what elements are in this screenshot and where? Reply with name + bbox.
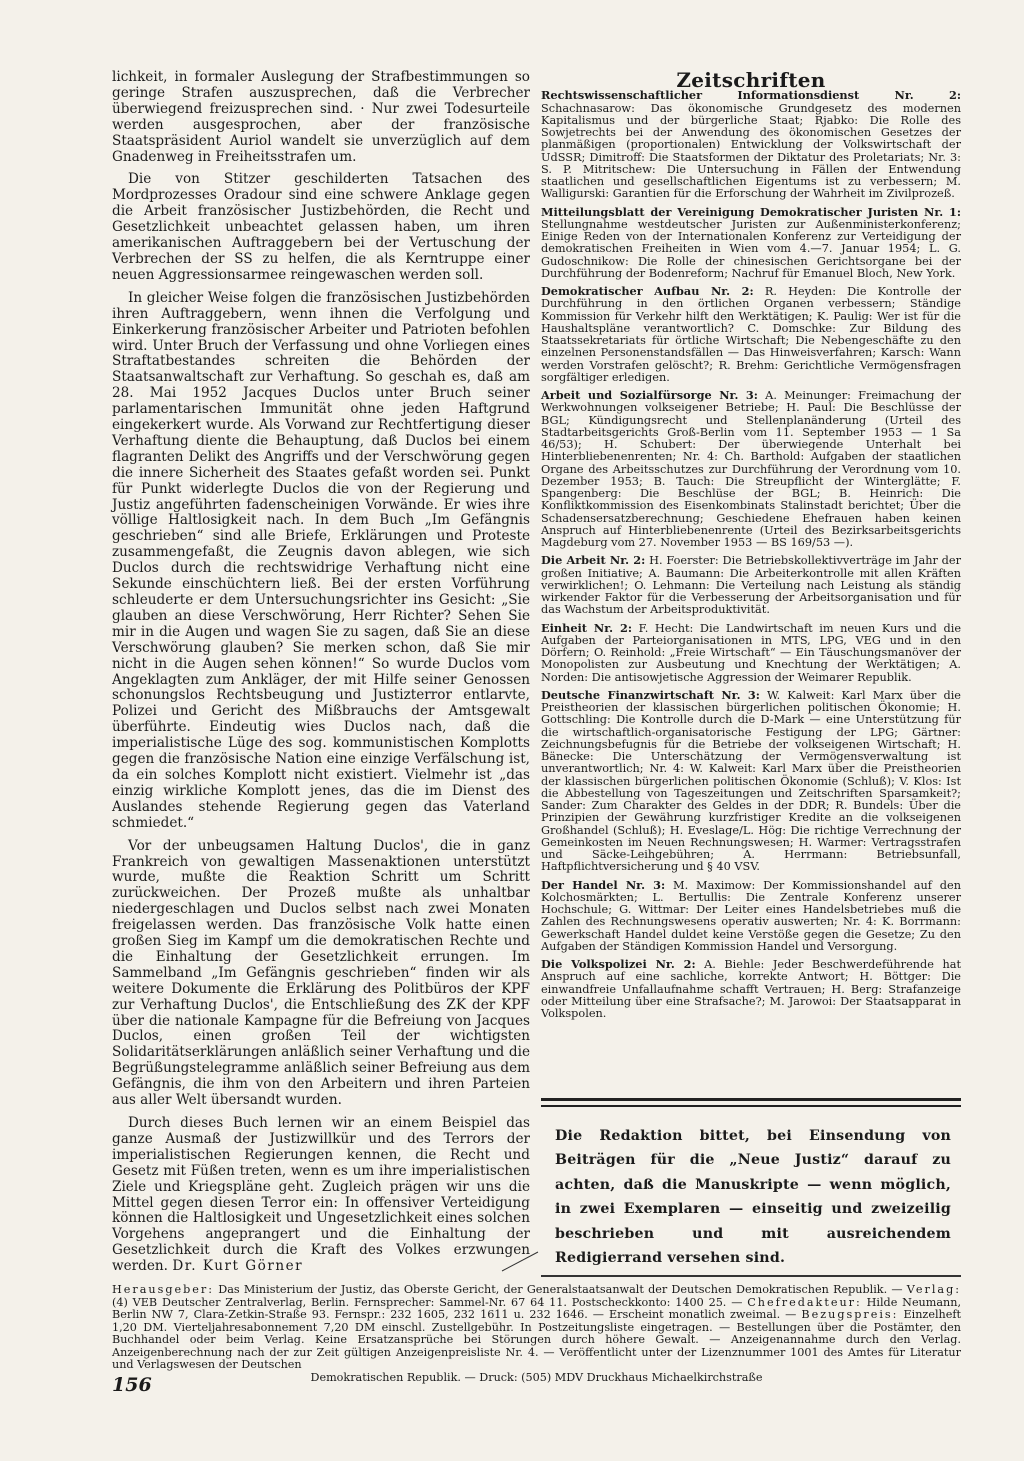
imprint-label-publisher: Herausgeber: xyxy=(112,1283,215,1296)
periodical-title: Die Volkspolizei Nr. 2: xyxy=(541,957,696,971)
imprint-chief: Hilde Neumann, Berlin NW 7, Clara-Zetkin-Straße 93. Fernspr.: 232 1605, 232 1611 u. 232 1646. — Erscheint monatlich zweimal. — xyxy=(112,1295,962,1321)
imprint-label-price: Bezugspreis: xyxy=(801,1308,899,1321)
periodical-contents: H. Foerster: Die Betriebskollektivverträge im Jahr der großen Initiative; A. Baumann: Die Arbeiterkontrolle mit allen Kräften verwirklichen!; O. Lehmann: Die Verteilung nach Leistung als ständig wirkender Faktor für die Verbesserung der Arbeitsorganisation und für das Wachstum der Arbeitsproduktivität. xyxy=(541,554,962,617)
periodical-contents: M. Maximow: Der Kommissionshandel auf den Kolchosmärkten; L. Bertullis: Die Zentrale Konferenz unserer Hochschule; G. Wittmar: Der Leiter eines Handelsbetriebes muß die Zahlen des Rechnungswesens operativ auswerten; Nr. 4: K. Borrmann: Gewerkschaft Handel duldet keine Verstöße gegen die Gesetze; Zu den Aufgaben der Ständigen Kommission Handel und Versorgung. xyxy=(541,878,961,953)
article-paragraph-text: Durch dieses Buch lernen wir an einem Beispiel das ganze Ausmaß der Justizwillkür und des Terrors der imperialistischen Regierungen kennen, die Recht und Gesetz mit Füßen treten, wenn es um ihre imperialistischen Ziele und Kriegspläne geht. Zugleich prägen wir uns die Mittel gegen diesen Terror ein: In offensiver Verteidigung können die Haltlosigkeit und Ungesetzlichkeit eines solchen Vorgehens angeprangert und die Einhaltung der Gesetzlichkeit durch die Kraft des Volkes erzwungen werden. xyxy=(112,1115,530,1275)
notice-rule-bottom xyxy=(541,1275,961,1277)
article-paragraph: Die von Stitzer geschilderten Tatsachen des Mordprozesses Oradour sind eine schwere Anklage gegen die Arbeit französischer Justizbehörden, die Recht und Gesetzlichkeit unbeachtet gelassen haben, um ihren amerikanischen Auftraggebern bei der Vertuschung der Verbrechen der SS zu helfen, die als Kerntruppe einer neuen Aggressionsarmee reingewaschen werden soll. xyxy=(112,171,530,283)
periodical-contents: A. Biehle: Jeder Beschwerdeführende hat Anspruch auf eine sachliche, korrekte Antwort; H. Böttger: Die einwandfreie Unfallaufnahme schafft Vertrauen; H. Berg: Strafanzeige oder Mitteilung über eine Strafsache?; M. Jarowoi: Der Staatsapparat in Volkspolen. xyxy=(541,958,961,1020)
imprint xyxy=(112,1284,961,1384)
periodical-contents: A. Meinunger: Freimachung der Werkwohnungen volkseigener Betriebe; H. Paul: Die Beschlüsse der BGL; Kündigungsrecht und Stellenplanänderung (Urteil des Stadtarbeitsgerichts Groß-Berlin vom 11. September 1953 — 1 Sa 46/53); H. Schubert: Der überwiegende Unterhalt bei Hinterbliebenenrenten; Nr. 4: Ch. Barthold: Aufgaben der staatlichen Organe des Arbeitsschutzes zur Durchführung der Verordnung vom 10. Dezember 1953; B. Tauch: Die Streupflicht der Winterglätte; F. Spangenberg: Die Beschlüse der BGL; B. Heinrich: Die Konfliktkommission des Eisenkombinats Stalinstadt berichtet; Über die Schadensersatzberechnung; Geschiedene Ehefrauen haben keinen Anspruch auf Hinterbliebenenrente (Urteil des Bezirksarbeitsgerichts Magdeburg vom 27. November 1953 — BS 169/53 —). xyxy=(541,389,962,549)
periodical-title: Die Arbeit Nr. 2: xyxy=(541,553,646,568)
imprint-label-verlag: Verlag: xyxy=(906,1283,961,1296)
periodical-title: Deutsche Finanzwirtschaft Nr. 3: xyxy=(541,687,760,702)
article-paragraph: Vor der unbeugsamen Haltung Duclos', die in ganz Frankreich von gewaltigen Massenaktionen unterstützt wurde, mußte die Reaktion Schritt um Schritt zurückweichen. Der Prozeß mußte als unhaltbar niedergeschlagen und Duclos selbst nach zwei Monaten freigelassen werden. Das französische Volk hatte einen großen Sieg im Kampf um die demokratischen Rechte und die Einhaltung der Gesetzlichkeit errungen. Im Sammelband „Im Gefängnis geschrieben“ finden wir als weitere Dokumente die Erklärung des Politbüros der KPF zur Verhaftung Duclos', die Entschließung des ZK der KPF über die nationale Kampagne für die Befreiung von Jacques Duclos, einen großen Teil der wichtigsten Solidaritätserklärungen anläßlich seiner Verhaftung und die Begrüßungstelegramme anläßlich seiner Befreiung aus dem Gefängnis, die ihm von den Arbeitern und ihren Parteien aus aller Welt übersandt wurden. xyxy=(112,837,530,1109)
imprint-verlag: (4) VEB Deutscher Zentralverlag, Berlin. Fernsprecher: Sammel-Nr. 67 64 11. Postscheckkonto: 1400 25. — xyxy=(112,1295,743,1309)
periodical-entry xyxy=(541,206,961,281)
periodical-contents: Schachnasarow: Das ökonomische Grundgesetz des modernen Kapitalismus und der bürgerliche Staat; Rjabko: Die Rolle des Sowjetrechts bei der Anwendung des ökonomischen Gesetzes der planmäßigen (proportionalen) Entwicklung der Volkswirtschaft der UdSSR; Dimitroff: Die Staatsformen der Diktatur des Proletariats; Nr. 3: S. P. Mitritschew: Die Untersuchung in Fällen der Entwendung staatlichen und gesellschaftlichen Eigentums ist zu verbessern; M. Walligurski: Garantien für die Erforschung der Wahrheit im Zivilprozeß. xyxy=(541,101,961,201)
page-number: 156 xyxy=(112,1374,152,1396)
divider-stroke xyxy=(500,1250,540,1272)
notice-rule-top xyxy=(541,1098,961,1101)
imprint-label-chief: Chefredakteur: xyxy=(747,1295,862,1309)
periodical-entry xyxy=(541,689,961,874)
notice-rule-top-2 xyxy=(541,1105,961,1107)
periodical-entry xyxy=(541,622,961,684)
editorial-notice: Die Redaktion bittet, bei Einsendung von Beiträgen für die „Neue Justiz“ darauf zu achten, daß die Manuskripte — wenn möglich, in zwei Exemplaren — einseitig und zweizeilig beschrieben und mit ausreichendem Redigierrand versehen sind. xyxy=(555,1128,951,1267)
article-author: Dr. Kurt Görner xyxy=(172,1258,304,1275)
periodical-title: Mitteilungsblatt der Vereinigung Demokratischer Juristen Nr. 1: xyxy=(541,204,961,219)
periodicals-column xyxy=(541,70,961,1025)
article-paragraph: In gleicher Weise folgen die französischen Justizbehörden ihren Auftraggebern, wenn ihnen die Verfolgung und Einkerkerung französischer Arbeiter und Patrioten befohlen wird. Unter Bruch der Verfassung und ohne Vorliegen eines Straftatbestandes schreiten die Behörden der Staatsanwaltschaft zur Verhaftung. So geschah es, daß am 28. Mai 1952 Jacques Duclos unter Bruch seiner parlamentarischen Immunität ohne jeden Haftgrund eingekerkert wurde. Als Vorwand zur Rechtfertigung dieser Verhaftung diente die Behauptung, daß Duclos bei einem flagranten Delikt des Angriffs und der Verschwörung gegen die innere Sicherheit des Staates gefaßt worden sei. Punkt für Punkt widerlegte Duclos die von der Regierung und Justiz angeführten fadenscheinigen Vorwände. Er wies ihre völlige Haltlosigkeit nach. In dem Buch „Im Gefängnis geschrieben“ sind alle Briefe, Erklärungen und Proteste zusammengefaßt, die Zeugnis davon ablegen, wie sich Duclos durch die rechtswidrige Verhaftung nicht eine Sekunde einschüchtern ließ. Bei der ersten Vorführung schleuderte er dem Untersuchungsrichter ins Gesicht: „Sie glauben an diese Verschwörung, Herr Richter? Sehen Sie mir in die Augen und wagen Sie zu sagen, daß Sie an diese Verschwörung glauben? Sie merken schon, daß Sie mir nicht in die Augen sehen können!“ So wurde Duclos vom Angeklagten zum Ankläger, der mit Hilfe seiner Genossen schonungslos Rechtsbeugung und Justizterror entlarvte, Polizei und Gericht des Mißbrauchs der Amtsgewalt überführte. Eindeutig wies Duclos nach, daß die imperialistische Lüge des sog. kommunistischen Komplotts gegen die französische Nation eine einzige Verfälschung ist, da ein solches Komplott nicht existiert. Vielmehr ist „das einzig wirkliche Komplott jenes, das die im Dienst des Auslandes stehende Regierung gegen das Vaterland schmiedet.“ xyxy=(112,289,530,831)
periodical-entry xyxy=(541,89,961,200)
article-column xyxy=(112,70,530,1282)
periodical-title: Einheit Nr. 2: xyxy=(541,620,633,635)
article-paragraph: lichkeit, in formaler Auslegung der Strafbestimmungen so geringe Strafen auszusprechen, daß die Verbrecher überwiegend freizusprechen sind. · Nur zwei Todesurteile werden ausgesprochen, aber der französische Staatspräsident Auriol wandelt sie unverzüglich auf dem Gnadenweg in Freiheitsstrafen um. xyxy=(112,69,530,165)
periodicals-heading: Zeitschriften xyxy=(676,68,826,92)
imprint-last-line: Demokratischen Republik. — Druck: (505) MDV Druckhaus Michaelkirchstraße xyxy=(310,1370,763,1384)
periodical-title: Rechtswissenschaftlicher Informationsdienst Nr. 2: xyxy=(541,88,961,103)
periodical-contents: F. Hecht: Die Landwirtschaft im neuen Kurs und die Aufgaben der Parteiorganisationen in MTS, LPG, VEG und in den Dörfern; O. Reinhold: „Freie Wirtschaft“ — Ein Täuschungsmanöver der Monopolisten zur Ausbeutung und Knechtung der Werktätigen; A. Norden: Die antisowjetische Aggression der Weimarer Republik. xyxy=(541,621,962,684)
periodical-contents: R. Heyden: Die Kontrolle der Durchführung in den örtlichen Organen verbessern; Ständige Kommission für Verkehr hilft den Werktätigen; K. Paulig: Wer ist für die Haushaltspläne verantwortlich? C. Domschke: Zur Bildung des Staatssekretariats für örtliche Wirtschaft; Die Nebengeschäfte zu den einzelnen Personenstandsfällen — Das Hinweisverfahren; Karsch: Wann werden Vorstrafen gelöscht?; R. Brehm: Gerichtliche Vermögensfragen sorgfältiger erledigen. xyxy=(541,285,962,384)
periodical-title: Der Handel Nr. 3: xyxy=(541,877,666,892)
periodical-title: Arbeit und Sozialfürsorge Nr. 3: xyxy=(541,388,758,402)
article-paragraph-last xyxy=(112,1116,530,1275)
periodical-entry xyxy=(541,389,961,549)
periodical-contents: W. Kalweit: Karl Marx über die Preistheorien der klassischen bürgerlichen politischen Ökonomie; H. Gottschling: Die Kontrolle durch die D-Mark — eine Unterstützung für die wirtschaftlich-organisatorische Festigung der LPG; Gärtner: Zeichnungsbefugnis für die Betriebe der volkseigenen Wirtschaft; H. Bänecke: Die Unterschätzung der Vermögensverwaltung ist unverantwortlich; Nr. 4: W. Kalweit: Karl Marx über die Preistheorien der klassischen bürgerlichen politischen Ökonomie (Schluß); V. Klos: Ist die Abbestellung von Tageszeitungen und Zeitschriften Sparsamkeit?; Sander: Zum Charakter des Geldes in der DDR; R. Bundels: Über die Prinzipien der Gewährung kurzfristiger Kredite an die volkseigenen Großhandel (Schluß); H. Eveslage/L. Hög: Die richtige Verrechnung der Gemeinkosten im Neuen Rechnungswesen; H. Warmer: Vertragsstrafen und Säcke-Leihgebühren; A. Herrmann: Betriebsunfall, Haftpflichtversicherung und § 40 VSV. xyxy=(541,688,961,874)
periodical-entry xyxy=(541,958,961,1020)
periodical-entry xyxy=(541,285,961,384)
imprint-price: Einzelheft 1,20 DM. Vierteljahresabonnement 7,20 DM einschl. Zustellgebühr. In Postzeitungsliste eingetragen. — Bestellungen über die Postämter, den Buchhandel oder beim Verlag. Keine Ersatzansprüche bei Störungen durch höhere Gewalt. — Anzeigenannahme durch den Verlag. Anzeigenberechnung nach der zur Zeit gültigen Anzeigenpreisliste Nr. 4. — Veröffentlicht unter der Lizenznummer 1001 des Amtes für Literatur und Verlagswesen der Deutschen xyxy=(112,1308,961,1371)
periodical-entry xyxy=(541,554,961,616)
periodical-title: Demokratischer Aufbau Nr. 2: xyxy=(541,284,754,298)
periodical-contents: Stellungnahme westdeutscher Juristen zur Außenministerkonferenz; Einige Reden von der Internationalen Konferenz zur Verteidigung der demokratischen Freiheiten in Wien vom 4.—7. Januar 1954; L. G. Gudoschnikow: Die Rolle der chinesischen Gerichtsorgane bei der Durchführung der Bodenreform; Nachruf für Emanuel Bloch, New York. xyxy=(541,217,961,280)
periodical-entry xyxy=(541,879,961,954)
imprint-publisher: Das Ministerium der Justiz, das Oberste Gericht, der Generalstaatsanwalt der Deutschen Demokratischen Republik. — xyxy=(218,1283,903,1296)
